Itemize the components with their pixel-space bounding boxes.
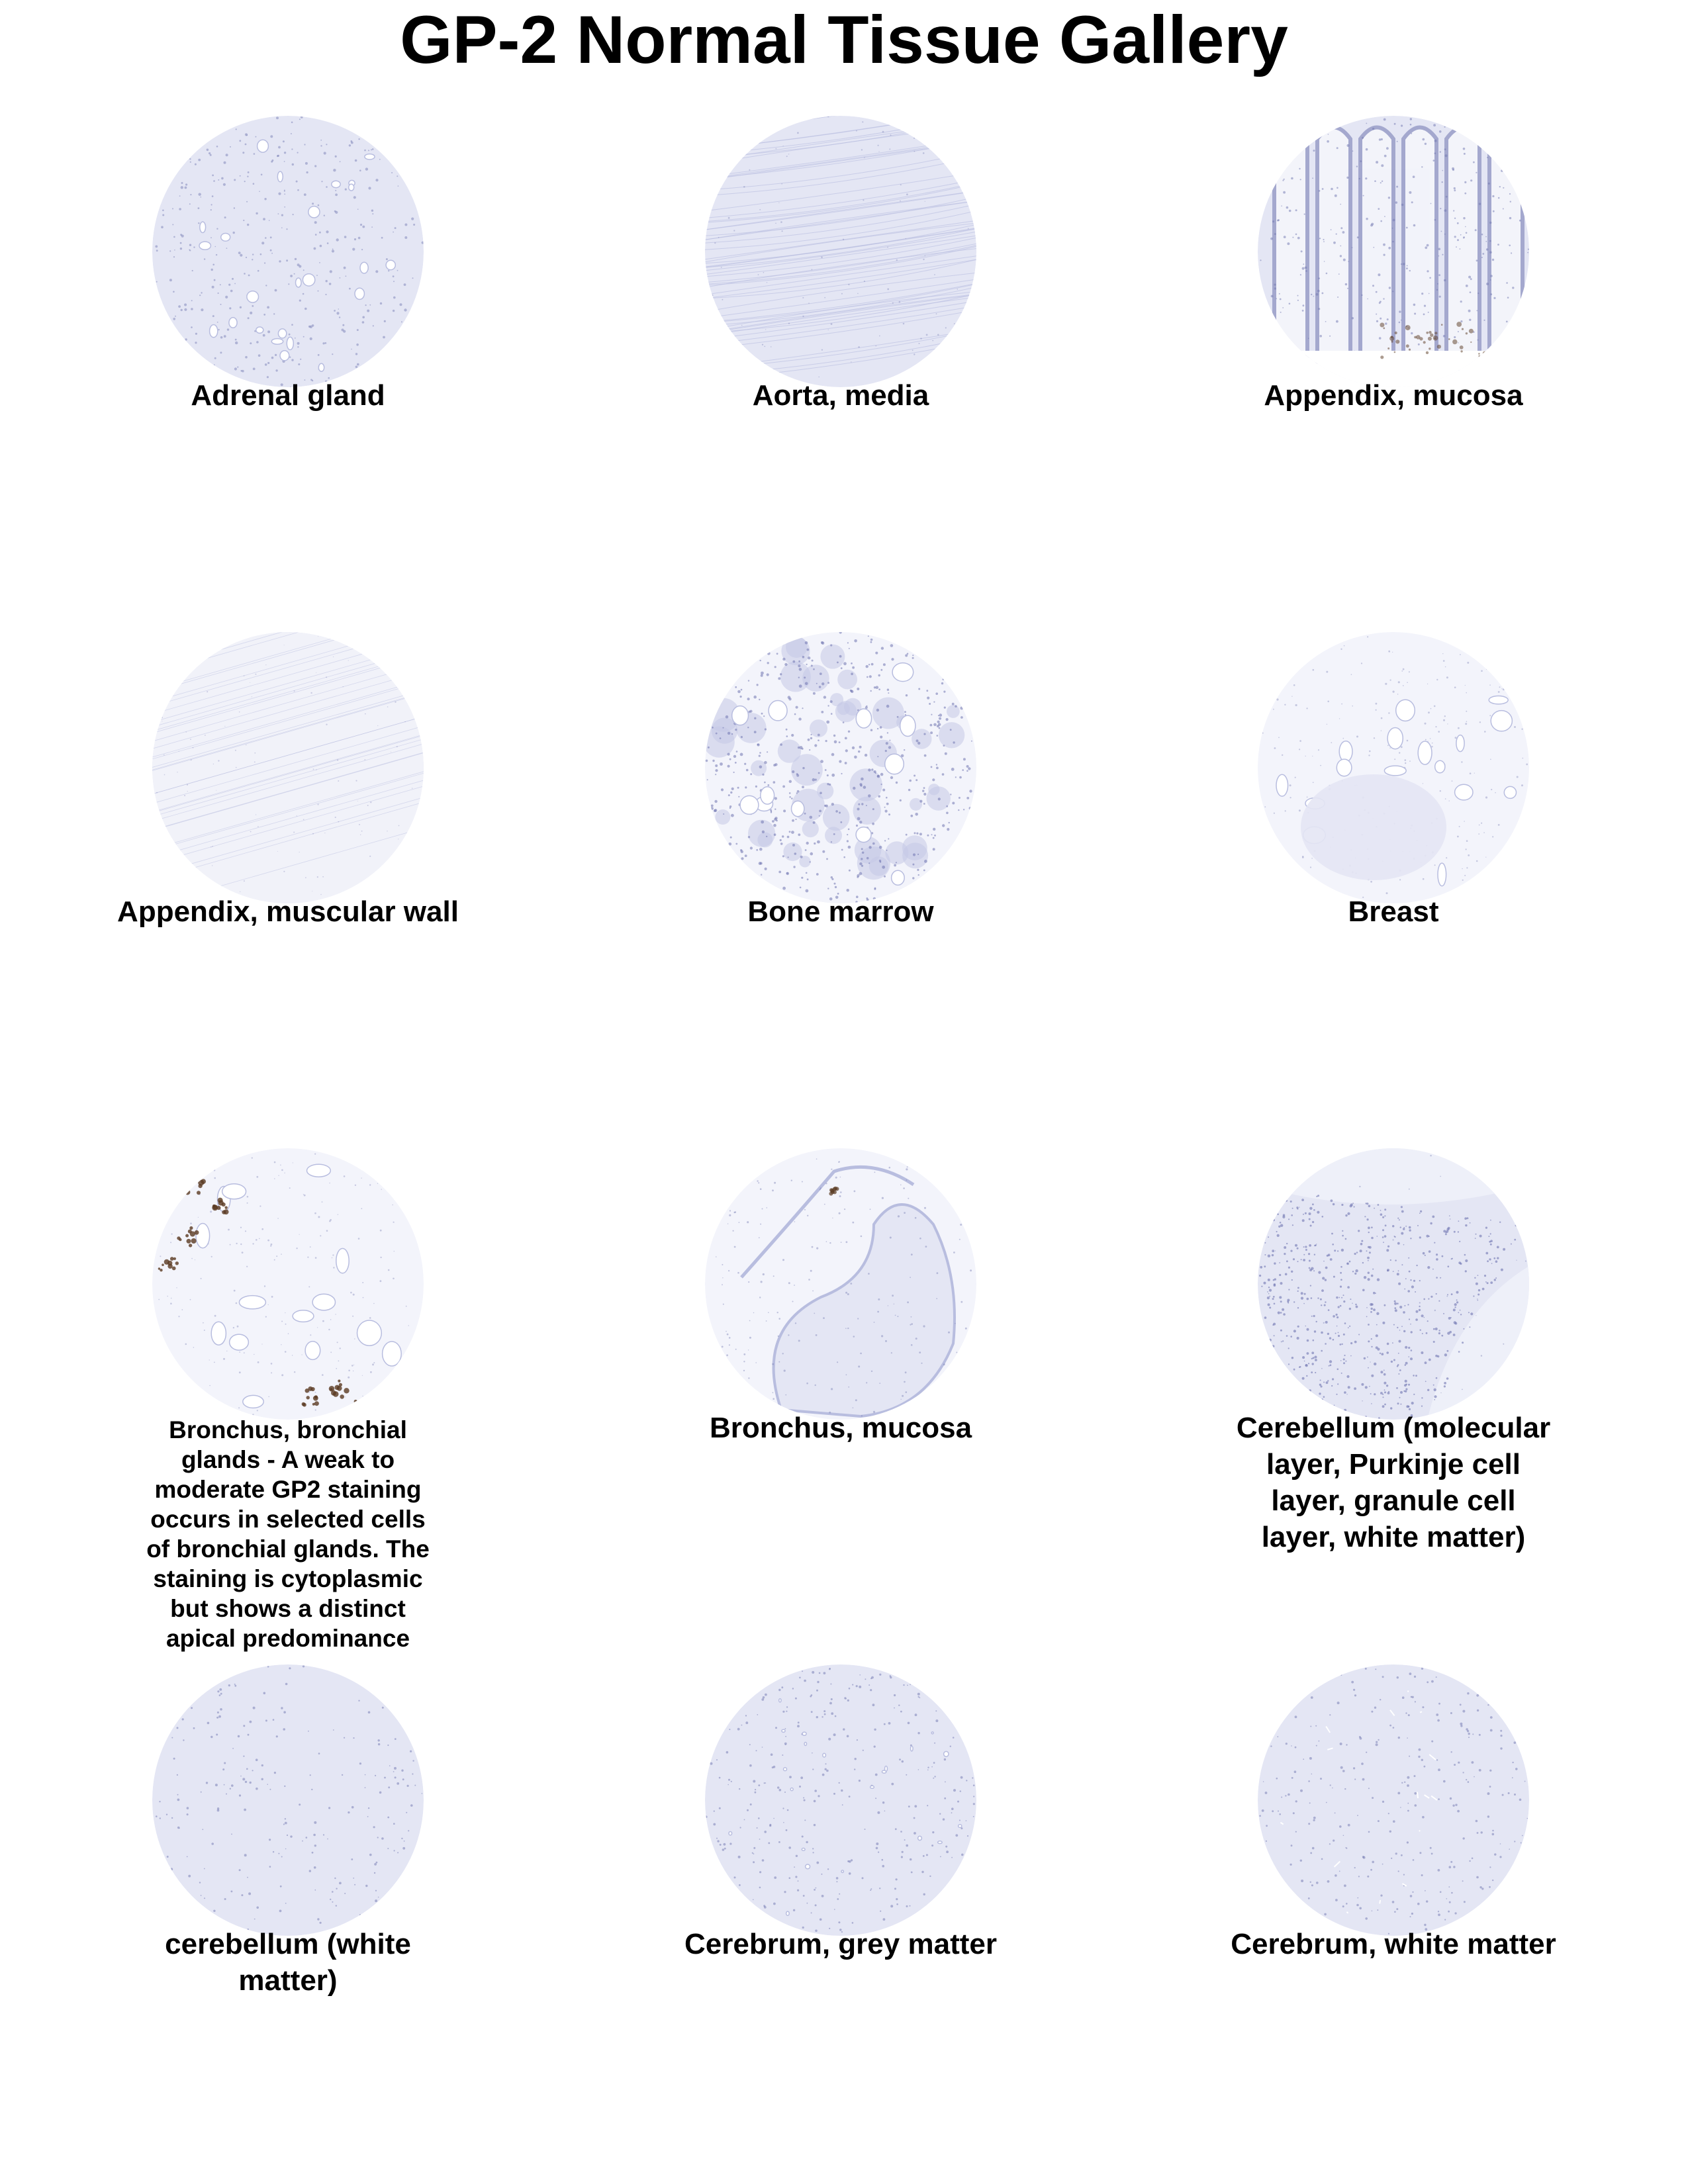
tissue-caption: Aorta, media bbox=[752, 379, 929, 412]
tissue-caption: cerebellum (white matter) bbox=[165, 1928, 411, 1997]
tissue-image-cerebellum bbox=[1254, 1145, 1532, 1423]
tissue-core-svg bbox=[149, 1145, 427, 1423]
tissue-core-svg bbox=[149, 113, 427, 390]
tissue-core-svg bbox=[1254, 1661, 1532, 1939]
tissue-image-cerebellum-white-matter bbox=[149, 1661, 427, 1939]
tissue-image-bronchus-mucosa bbox=[702, 1145, 980, 1423]
tissue-core-svg bbox=[1254, 113, 1532, 390]
tissue-caption: Bronchus, bronchial glands - A weak to moderate GP2 staining occurs in selected cells of bronchial glands. The staining is cytoplasmic but shows a distinct apical predominance bbox=[146, 1416, 430, 1652]
tissue-caption: Appendix, muscular wall bbox=[117, 895, 459, 928]
tissue-caption: Cerebrum, grey matter bbox=[684, 1928, 997, 1960]
tissue-image-bronchus-bronchial-glands bbox=[149, 1145, 427, 1423]
tissue-caption: Breast bbox=[1348, 895, 1439, 928]
tissue-caption: Cerebrum, white matter bbox=[1231, 1928, 1556, 1960]
tissue-caption: Bronchus, mucosa bbox=[709, 1412, 972, 1444]
page-title: GP-2 Normal Tissue Gallery bbox=[400, 2, 1288, 77]
tissue-caption: Appendix, mucosa bbox=[1264, 379, 1523, 412]
tissue-image-bone-marrow bbox=[702, 629, 980, 907]
tissue-image-cerebrum-grey-matter bbox=[702, 1661, 980, 1939]
tissue-caption: Adrenal gland bbox=[191, 379, 385, 412]
tissue-image-appendix-muscular-wall bbox=[149, 629, 427, 907]
tissue-core-svg bbox=[149, 629, 427, 907]
tissue-image-aorta-media bbox=[702, 113, 980, 390]
tissue-core-svg bbox=[702, 1145, 980, 1423]
tissue-core-svg bbox=[1254, 1145, 1532, 1423]
tissue-image-cerebrum-white-matter bbox=[1254, 1661, 1532, 1939]
tissue-image-adrenal-gland bbox=[149, 113, 427, 390]
tissue-core-svg bbox=[1254, 629, 1532, 907]
tissue-core-svg bbox=[702, 1661, 980, 1939]
tissue-image-breast bbox=[1254, 629, 1532, 907]
tissue-core-svg bbox=[149, 1661, 427, 1939]
tissue-core-svg bbox=[702, 113, 980, 390]
tissue-core-svg bbox=[702, 629, 980, 907]
tissue-image-appendix-mucosa bbox=[1254, 113, 1532, 390]
tissue-caption: Cerebellum (molecular layer, Purkinje cell layer, granule cell layer, white matter) bbox=[1236, 1412, 1551, 1553]
tissue-caption: Bone marrow bbox=[747, 895, 934, 928]
